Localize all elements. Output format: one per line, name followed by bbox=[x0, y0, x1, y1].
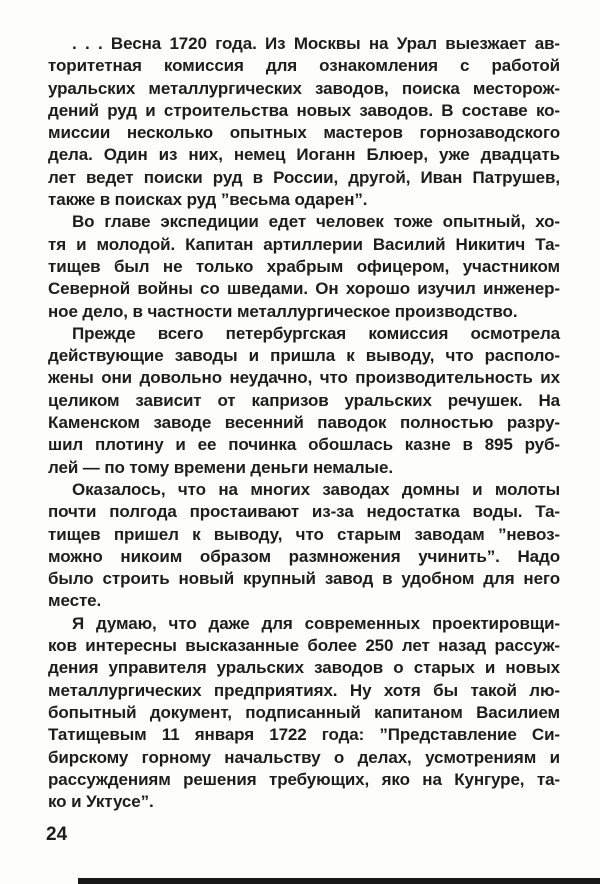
page-number: 24 bbox=[46, 824, 68, 845]
paragraph bbox=[48, 479, 560, 613]
text-line: Каменском заводе весенний паводок полностью разру- bbox=[48, 413, 560, 433]
text-line: жены они довольно неудачно, что производительность их bbox=[48, 368, 560, 388]
text-line: можно никоим образом размножения учинить”. Надо bbox=[48, 546, 560, 566]
text-line: тищев пришел к выводу, что старым заводам ”невоз- bbox=[48, 524, 560, 544]
text-line: лей — по тому времени деньги немалые. bbox=[48, 457, 393, 477]
text-line: миссии несколько опытных мастеров горнозаводского bbox=[48, 123, 560, 143]
text-line: Оказалось, что на многих заводах домны и молоты bbox=[72, 479, 560, 499]
text-line: Татищевым 11 января 1722 года: ”Представление Си- bbox=[48, 725, 560, 745]
text-line: месте. bbox=[48, 591, 102, 611]
text-line: Я думаю, что даже для современных проектировщи- bbox=[72, 613, 560, 633]
text-line: почти полгода простаивают из-за недостатка воды. Та- bbox=[48, 502, 560, 522]
text-line: торитетная комиссия для ознакомления с работой bbox=[48, 56, 560, 76]
paragraph bbox=[48, 613, 560, 814]
text-line: бирскому горному начальству о делах, усмотрениям и bbox=[48, 747, 560, 767]
text-line: ков интересны высказанные более 250 лет назад рассуж- bbox=[48, 636, 560, 656]
page-text bbox=[48, 33, 560, 813]
text-line: также в поисках руд ”весьма одарен”. bbox=[48, 190, 368, 210]
text-line: ное дело, в частности металлургическое производство. bbox=[48, 301, 518, 321]
text-line: целиком зависит от капризов уральских речушек. На bbox=[48, 390, 560, 410]
text-line: . . . Весна 1720 года. Из Москвы на Урал выезжает ав- bbox=[72, 34, 560, 53]
text-line: лет ведет поиски руд в России, другой, Иван Патрушев, bbox=[48, 167, 560, 187]
paragraph bbox=[48, 33, 560, 211]
text-line: Во главе экспедиции едет человек тоже опытный, хо- bbox=[72, 212, 560, 232]
text-line: было строить новый крупный завод в удобном для него bbox=[48, 569, 560, 589]
text-line: действующие заводы и пришла к выводу, что располо- bbox=[48, 346, 560, 366]
paragraph bbox=[48, 323, 560, 479]
paragraph bbox=[48, 211, 560, 322]
text-line: тищев был не только храбрым офицером, участником bbox=[48, 256, 560, 276]
scan-edge-artifact bbox=[78, 878, 600, 884]
text-line: дела. Один из них, немец Иоганн Блюер, уже двадцать bbox=[48, 145, 560, 165]
text-line: дения управителя уральских заводов о старых и новых bbox=[48, 658, 560, 678]
text-line: дений руд и строительства новых заводов. В составе ко- bbox=[48, 100, 560, 120]
text-line: бопытный документ, подписанный капитаном Василием bbox=[48, 702, 560, 722]
text-line: ко и Уктусе”. bbox=[48, 792, 154, 812]
text-line: металлургических предприятиях. Ну хотя бы такой лю- bbox=[48, 680, 560, 700]
text-line: Северной войны со шведами. Он хорошо изучил инженер- bbox=[48, 279, 560, 299]
text-line: тя и молодой. Капитан артиллерии Василий Никитич Та- bbox=[48, 234, 560, 254]
text-line: уральских металлургических заводов, поиска месторож- bbox=[48, 78, 560, 98]
text-line: рассуждениям решения требующих, яко на Кунгуре, та- bbox=[48, 769, 560, 789]
text-line: Прежде всего петербургская комиссия осмотрела bbox=[72, 323, 560, 343]
text-line: шил плотину и ее починка обошлась казне в 895 руб- bbox=[48, 435, 560, 455]
